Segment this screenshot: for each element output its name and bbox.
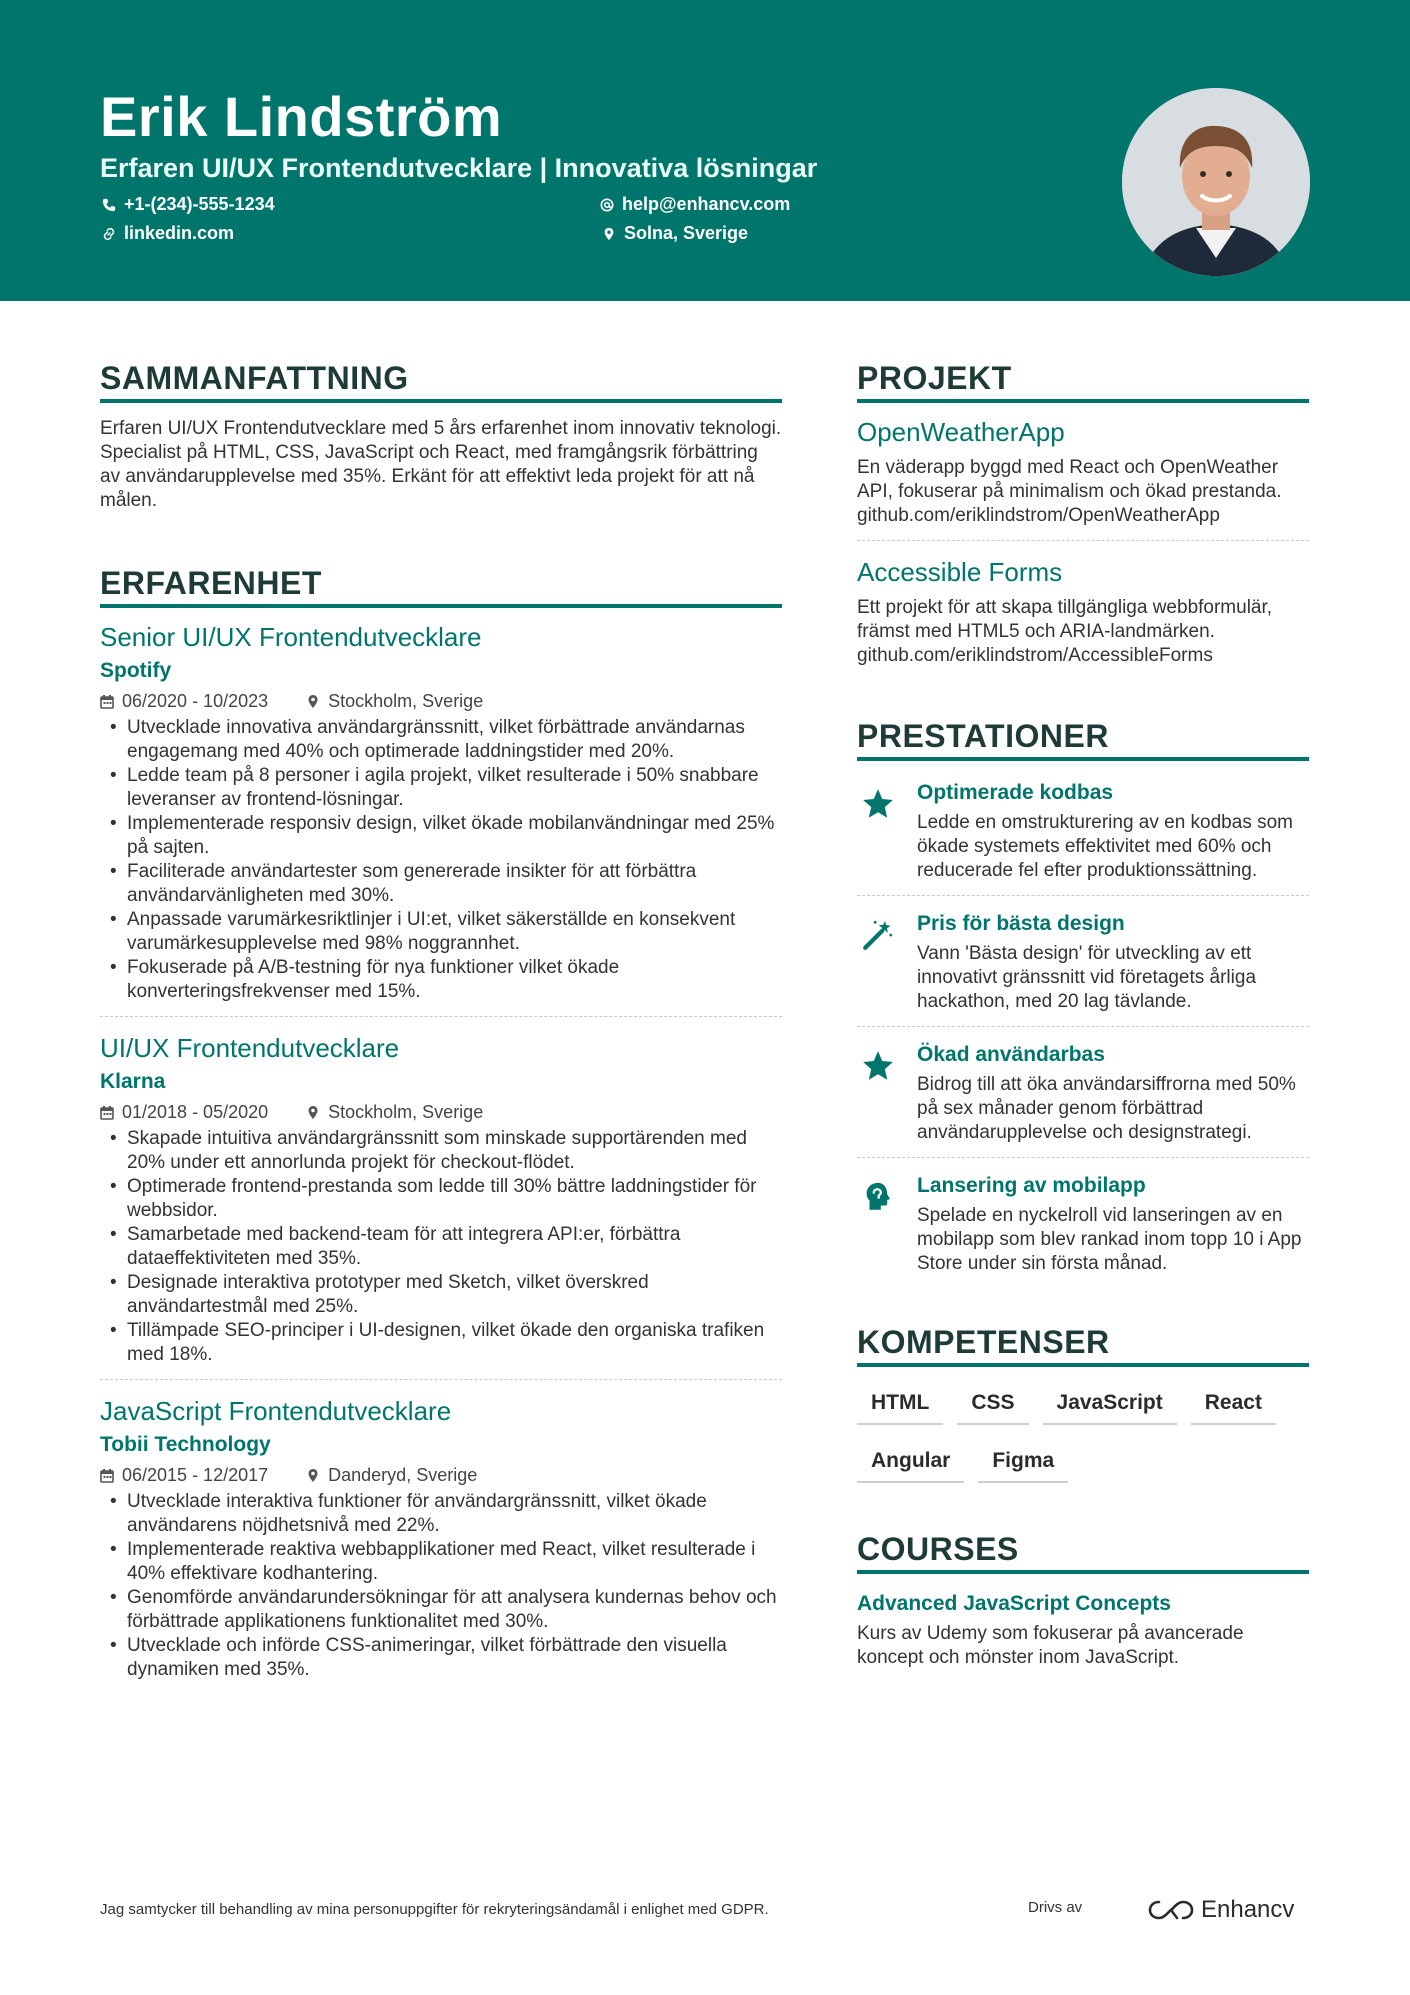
contact-location (602, 223, 748, 244)
achievement-item (857, 1043, 1309, 1145)
project-text: Ett projekt för att skapa tillgängliga webbformulär, främst med HTML5 och ARIA-landmärken. github.com/eriklindstrom/AccessibleForms (857, 597, 1273, 666)
email-text: help@enhancv.com (622, 194, 791, 214)
job-company: Klarna (100, 1070, 166, 1093)
calendar-icon (100, 694, 114, 709)
project-entry (857, 417, 1309, 528)
at-icon (600, 198, 614, 212)
list-item: • Faciliterade användartester som genererade insikter för att förbättra användarvänligheten med 30%. (100, 860, 782, 908)
project-title: Accessible Forms (857, 557, 1063, 587)
job-title: Senior UI/UX Frontendutvecklare (100, 622, 482, 652)
right-column (857, 360, 1309, 1670)
divider (857, 540, 1309, 541)
location-pin-icon (306, 1105, 320, 1120)
list-item: • Utvecklade och införde CSS-animeringar, vilket förbättrade den visuella dynamiken med 35%. (100, 1634, 782, 1682)
job-location: Danderyd, Sverige (328, 1465, 478, 1485)
location-pin-icon (306, 1468, 320, 1483)
linkedin-text: linkedin.com (124, 223, 235, 243)
job-bullets (100, 1127, 782, 1367)
list-item: • Utvecklade innovativa användargränssnitt, vilket förbättrade användarnas engagemang med 40% och optimerade laddningstider med 20%. (100, 716, 782, 764)
achievement-title: Lansering av mobilapp (917, 1174, 1146, 1197)
phone-icon (102, 198, 116, 212)
divider (100, 1016, 782, 1017)
calendar-icon (100, 1105, 114, 1120)
job-meta (100, 691, 782, 712)
divider (857, 895, 1309, 896)
skill-tag: Figma (978, 1443, 1068, 1483)
skills-list (857, 1385, 1309, 1483)
job-dates: 06/2015 - 12/2017 (122, 1465, 269, 1485)
list-item: • Genomförde användarundersökningar för att analysera kundernas behov och förbättrade applikationens funktionalitet med 30%. (100, 1586, 782, 1634)
star-icon (861, 787, 895, 821)
achievement-title: Optimerade kodbas (917, 781, 1114, 804)
job-entry (100, 1396, 782, 1682)
project-entry (857, 557, 1309, 668)
magic-wand-icon (861, 918, 895, 952)
list-item: • Anpassade varumärkesriktlinjer i UI:et, vilket säkerställde en konsekvent varumärkesupplevelse med 98% noggrannhet. (100, 908, 782, 956)
divider (857, 1026, 1309, 1027)
list-item: • Fokuserade på A/B-testning för nya funktioner vilket ökade konverteringsfrekvenser med 15%. (100, 956, 782, 1004)
job-location: Stockholm, Sverige (328, 1102, 484, 1122)
achievement-text: Bidrog till att öka användarsiffrorna med 50% på sex månader genom förbättrad användarupplevelse och designstrategi. (917, 1074, 1296, 1143)
achievement-title: Pris för bästa design (917, 912, 1125, 935)
divider (857, 1157, 1309, 1158)
project-text: En väderapp byggd med React och OpenWeather API, fokuserar på minimalism och ökad prestanda. github.com/eriklindstrom/OpenWeatherApp (857, 457, 1282, 526)
list-item: • Utvecklade interaktiva funktioner för användargränssnitt, vilket ökade användarens nöjdhetsnivå med 22%. (100, 1490, 782, 1538)
calendar-icon (100, 1468, 114, 1483)
projects-heading: PROJEKT (857, 360, 1309, 403)
location-pin-icon (306, 694, 320, 709)
job-title: UI/UX Frontendutvecklare (100, 1033, 400, 1063)
list-item: • Skapade intuitiva användargränssnitt som minskade supportärenden med 20% under ett annorlunda projekt för checkout-flödet. (100, 1127, 782, 1175)
infinity-logo-icon (1147, 1898, 1195, 1922)
achievement-text: Ledde en omstrukturering av en kodbas som ökade systemets effektivitet med 60% och reducerade fel efter produktionssättning. (917, 812, 1293, 881)
course-entry (857, 1592, 1309, 1670)
avatar (1122, 88, 1310, 276)
job-title: JavaScript Frontendutvecklare (100, 1396, 452, 1426)
contact-phone[interactable] (102, 194, 275, 215)
achievement-item (857, 781, 1309, 883)
achievement-title: Ökad användarbas (917, 1043, 1105, 1066)
job-entry (100, 622, 782, 1004)
divider (100, 1379, 782, 1380)
job-dates: 06/2020 - 10/2023 (122, 691, 269, 711)
profile-photo (1122, 88, 1310, 276)
list-item: • Samarbetade med backend-team för att integrera API:er, förbättra dataeffektiviteten med 35%. (100, 1223, 782, 1271)
job-dates: 01/2018 - 05/2020 (122, 1102, 269, 1122)
achievement-text: Vann 'Bästa design' för utveckling av ett innovativt gränssnitt vid företagets årliga hackathon, med 20 lag tävlande. (917, 943, 1257, 1012)
job-meta (100, 1465, 782, 1486)
job-company: Spotify (100, 659, 172, 682)
achievement-text: Spelade en nyckelroll vid lanseringen av en mobilapp som blev rankad inom topp 10 i App Store under sin första månad. (917, 1205, 1302, 1274)
summary-text: Erfaren UI/UX Frontendutvecklare med 5 års erfarenhet inom innovativ teknologi. Specialist på HTML, CSS, JavaScript och React, med framgångsrik förbättring av användarupplevelse med 35%. Erkänt för att effektivt leda projekt för att nå målen. (100, 418, 782, 511)
left-column (100, 360, 782, 1682)
job-bullets (100, 1490, 782, 1682)
course-text: Kurs av Udemy som fokuserar på avancerade koncept och mönster inom JavaScript. (857, 1623, 1244, 1668)
location-text: Solna, Sverige (624, 223, 749, 243)
job-location: Stockholm, Sverige (328, 691, 484, 711)
skill-tag: HTML (857, 1385, 943, 1425)
header-banner (0, 0, 1410, 301)
courses-heading: COURSES (857, 1531, 1309, 1574)
summary-heading: SAMMANFATTNING (100, 360, 782, 403)
skill-tag: JavaScript (1043, 1385, 1177, 1425)
phone-text: +1-(234)-555-1234 (124, 194, 275, 214)
brand-name: Enhancv (1201, 1896, 1295, 1923)
achievement-item (857, 1174, 1309, 1276)
list-item: • Designade interaktiva prototyper med Sketch, vilket överskred användartestmål med 25%. (100, 1271, 782, 1319)
course-title: Advanced JavaScript Concepts (857, 1592, 1171, 1615)
job-entry (100, 1033, 782, 1367)
contact-linkedin[interactable] (102, 223, 234, 244)
star-icon (861, 1049, 895, 1083)
experience-heading: ERFARENHET (100, 565, 782, 608)
project-title: OpenWeatherApp (857, 417, 1065, 447)
job-company: Tobii Technology (100, 1433, 271, 1456)
skill-tag: React (1191, 1385, 1276, 1425)
powered-by-label: Drivs av (1028, 1899, 1083, 1916)
gdpr-consent: Jag samtycker till behandling av mina personuppgifter för rekryteringsändamål i enlighet med GDPR. (100, 1901, 769, 1918)
list-item: • Tillämpade SEO-principer i UI-designen, vilket ökade den organiska trafiken med 18%. (100, 1319, 782, 1367)
location-pin-icon (602, 227, 616, 241)
list-item: • Ledde team på 8 personer i agila projekt, vilket resulterade i 50% snabbare leveranser av frontend-lösningar. (100, 764, 782, 812)
link-icon (102, 227, 116, 241)
job-meta (100, 1102, 782, 1123)
candidate-tagline: Erfaren UI/UX Frontendutvecklare | Innovativa lösningar (100, 153, 818, 183)
skills-heading: KOMPETENSER (857, 1324, 1309, 1367)
enhancv-logo[interactable] (1147, 1896, 1294, 1924)
list-item: • Optimerade frontend-prestanda som ledde till 30% bättre laddningstider för webbsidor. (100, 1175, 782, 1223)
contact-email[interactable] (600, 194, 790, 215)
achievements-heading: PRESTATIONER (857, 718, 1309, 761)
skill-tag: CSS (957, 1385, 1028, 1425)
candidate-name: Erik Lindström (100, 85, 503, 148)
achievement-item (857, 912, 1309, 1014)
list-item: • Implementerade responsiv design, vilket ökade mobilanvändningar med 25% på sajten. (100, 812, 782, 860)
head-brain-icon (861, 1180, 895, 1214)
list-item: • Implementerade reaktiva webbapplikationer med React, vilket resulterade i 40% effektivare kodhantering. (100, 1538, 782, 1586)
job-bullets (100, 716, 782, 1004)
skill-tag: Angular (857, 1443, 964, 1483)
